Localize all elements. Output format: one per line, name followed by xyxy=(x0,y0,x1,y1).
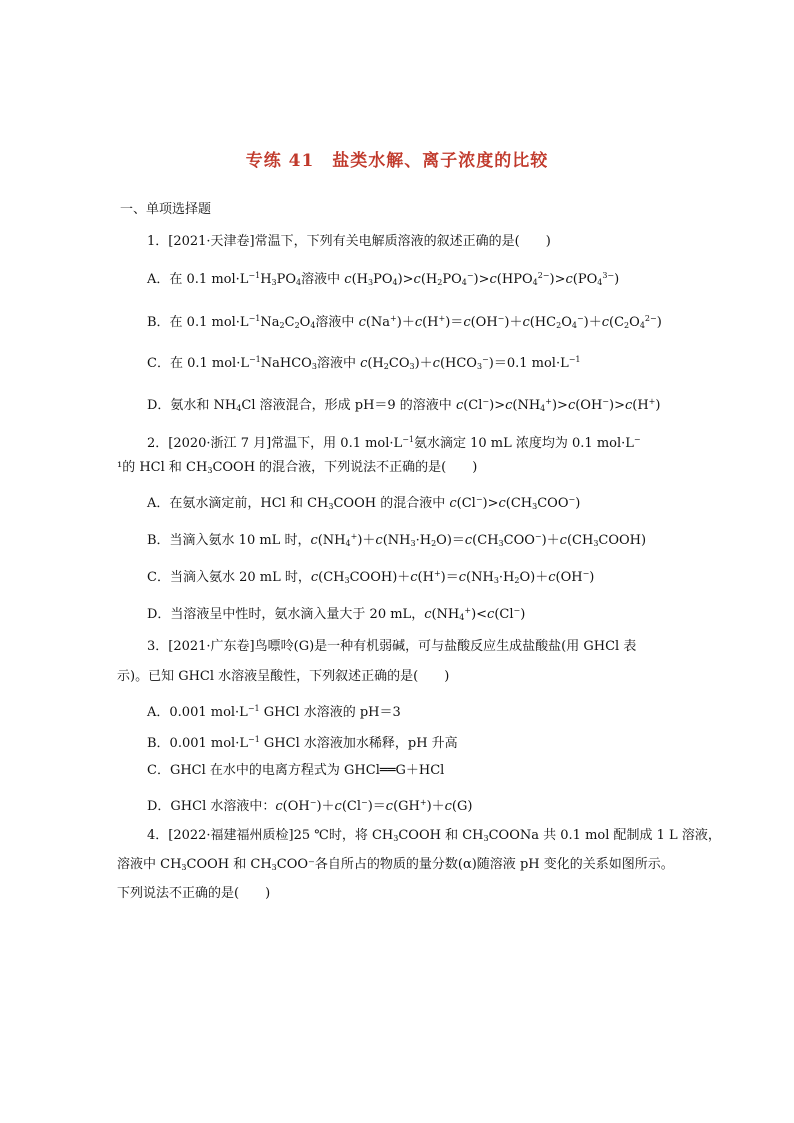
q1c-seg: 溶液中 xyxy=(316,356,361,371)
q2b-seg: (NH xyxy=(382,533,411,548)
q1a-seg: − xyxy=(466,271,474,280)
q2d-seg: 4 xyxy=(459,613,465,622)
q2b-seg: COO xyxy=(503,533,535,548)
q1b-seg: C xyxy=(284,315,295,330)
q1a-seg: 2 xyxy=(437,278,443,287)
q4cont1-seg: COOH 和 CH xyxy=(186,857,272,872)
q1b-seg: 溶液中 xyxy=(315,315,359,330)
q1b-seg: c xyxy=(522,315,530,330)
q2c-seg: c xyxy=(458,570,467,585)
q1a-seg: 3 xyxy=(271,278,277,287)
q2c-seg: C．当滴入氨水 20 mL 时， xyxy=(147,570,311,585)
question-1-option-b xyxy=(147,311,662,334)
q2d-seg: − xyxy=(513,606,521,615)
q2b-seg: COOH) xyxy=(598,533,647,548)
q1d-seg: c xyxy=(567,398,576,413)
q2-seg: 氨水滴定 10 mL 浓度均为 0.1 mol·L xyxy=(413,436,634,451)
q2c-seg: (CH xyxy=(318,570,345,585)
q4cont1-seg: 3 xyxy=(181,863,187,872)
q1b-seg: 2 xyxy=(279,321,285,330)
q1a-seg: (H xyxy=(420,272,438,287)
q1c-seg: 2 xyxy=(383,362,389,371)
q2a-seg: COO xyxy=(537,496,569,511)
q2b-seg: 2 xyxy=(431,539,437,548)
q1d-seg: − xyxy=(602,397,609,406)
q2d-seg: D．当溶液呈中性时，氨水滴入量大于 20 mL， xyxy=(147,607,425,622)
q2a-seg: 3 xyxy=(532,502,538,511)
question-2-option-c xyxy=(147,566,594,589)
q2a-seg: c xyxy=(449,496,457,511)
q2c-seg: (NH xyxy=(466,570,494,585)
q2cont-seg: ¹的 HCl 和 CH xyxy=(117,460,208,475)
question-1-option-d xyxy=(147,394,660,417)
q3a-seg: GHCl 水溶液的 pH＝3 xyxy=(259,705,401,720)
q2b-seg: + xyxy=(350,532,358,541)
question-2-option-d xyxy=(147,603,525,626)
q2a-seg: − xyxy=(475,495,483,504)
question-1-option-c xyxy=(147,352,581,375)
q1c-seg: NaHCO xyxy=(260,356,312,371)
q1a-seg: 3 xyxy=(367,278,374,287)
q1a-seg: 4 xyxy=(461,278,467,287)
q4-seg: 3 xyxy=(483,834,489,843)
q2b-seg: c xyxy=(464,533,473,548)
q1b-seg: −1 xyxy=(248,314,261,323)
q2cont-seg: 3 xyxy=(207,466,213,475)
q1c-seg: c xyxy=(432,356,440,371)
q3d-seg: c xyxy=(444,799,452,814)
q2cont-seg: COOH 的混合液，下列说法不正确的是( ) xyxy=(212,460,478,475)
q1b-seg: 2− xyxy=(644,314,657,323)
q1a-seg: c xyxy=(344,272,352,287)
q1a-seg: 3− xyxy=(602,271,615,280)
q1b-seg: (H xyxy=(422,315,439,330)
q3b-seg: −1 xyxy=(247,735,260,744)
q2a-seg: COOH 的混合液中 xyxy=(333,496,450,511)
q1d-seg: (OH xyxy=(575,398,603,413)
q1b-seg: (Na xyxy=(365,315,391,330)
q1b-seg: )＋ xyxy=(396,315,415,330)
q1b-seg: O xyxy=(299,315,311,330)
q2b-seg: (NH xyxy=(317,533,346,548)
q1b-seg: Na xyxy=(260,315,280,330)
q2c-seg: c xyxy=(310,570,319,585)
q2a-seg: A．在氨水滴定前，HCl 和 CH xyxy=(147,496,329,511)
question-2-stem-continued xyxy=(117,460,477,479)
q1b-seg: + xyxy=(390,314,397,323)
q1a-seg: )> xyxy=(397,272,414,287)
q2b-seg: − xyxy=(534,532,542,541)
q3-seg: 3．[2021·广东卷]鸟嘌呤(G)是一种有机弱碱，可与盐酸反应生成盐酸盐(用 GHCl 表 xyxy=(147,639,637,654)
q3d-seg: − xyxy=(309,798,317,807)
q4cont1-seg: COO⁻各自所占的物质的量分数(α)随溶液 pH 变化的关系如图所示。 xyxy=(276,857,674,872)
q1d-seg: 4 xyxy=(540,404,546,413)
q2b-seg: 4 xyxy=(345,539,351,548)
q3d-seg: (Cl xyxy=(341,799,361,814)
q2c-seg: 3 xyxy=(493,576,499,585)
q1c-seg: (HCO xyxy=(439,356,477,371)
q3d-seg: c xyxy=(385,799,394,814)
q2b-seg: c xyxy=(310,533,318,548)
q2d-seg: )< xyxy=(471,607,488,622)
q2b-seg: (CH xyxy=(566,533,594,548)
q4cont2-seg: 下列说法不正确的是( ) xyxy=(117,886,271,901)
question-3-option-c xyxy=(147,763,444,779)
q1a-seg: )> xyxy=(473,272,490,287)
q2d-seg: (NH xyxy=(431,607,460,622)
q3b-seg: GHCl 水溶液加水稀释，pH 升高 xyxy=(259,736,458,751)
question-3-stem-continued xyxy=(117,669,449,685)
question-3-stem xyxy=(147,639,636,655)
q1c-seg: c xyxy=(360,356,368,371)
q2b-seg: 3 xyxy=(498,539,504,548)
q1a-seg: 4 xyxy=(296,278,302,287)
q3c-seg: C．GHCl 在水中的电离方程式为 GHCl══G＋HCl xyxy=(147,763,445,778)
q2-seg: − xyxy=(633,435,641,444)
q4-seg: 3 xyxy=(393,834,399,843)
q2-seg: 2．[2020·浙江 7 月]常温下，用 0.1 mol·L xyxy=(147,436,403,451)
q3d-seg: )＝ xyxy=(367,799,386,814)
q1b-seg: 2 xyxy=(556,321,562,330)
q1a-seg: A．在 0.1 mol·L xyxy=(147,272,249,287)
q1a-seg: c xyxy=(565,272,573,287)
question-4-stem xyxy=(147,828,721,847)
q1c-seg: )＝0.1 mol·L xyxy=(488,356,569,371)
q1a-seg: 4 xyxy=(392,278,398,287)
q3d-seg: c xyxy=(334,799,342,814)
q1b-seg: )＝ xyxy=(445,315,464,330)
q2b-seg: B．当滴入氨水 10 mL 时， xyxy=(147,533,311,548)
q1d-seg: D．氨水和 NH xyxy=(147,398,237,413)
q1d-seg: )> xyxy=(609,398,625,413)
q4-seg: COOH 和 CH xyxy=(398,828,484,843)
q1a-seg: −1 xyxy=(248,271,261,280)
q2a-seg: (CH xyxy=(505,496,533,511)
q1b-seg: O xyxy=(561,315,572,330)
q4cont1-seg: 3 xyxy=(271,863,277,872)
q1c-seg: (H xyxy=(367,356,384,371)
q1b-seg: 2 xyxy=(294,321,300,330)
q3d-seg: c xyxy=(275,799,283,814)
question-3-option-b xyxy=(147,732,458,752)
q2c-seg: c xyxy=(410,570,418,585)
q1a-seg: )> xyxy=(549,272,566,287)
q2c-seg: COOH)＋ xyxy=(349,570,411,585)
q1b-seg: 4 xyxy=(571,321,577,330)
q1b-seg: + xyxy=(438,314,446,323)
q2d-seg: c xyxy=(487,607,495,622)
q2b-seg: 3 xyxy=(410,539,416,548)
q1d-seg: )> xyxy=(551,398,568,413)
q1c-seg: )＋ xyxy=(414,356,433,371)
q1c-seg: CO xyxy=(388,356,410,371)
q1c-seg: 3 xyxy=(476,362,483,371)
question-4-stem-continued-2 xyxy=(117,886,270,902)
q2a-seg: 3 xyxy=(328,502,334,511)
q1b-seg: 4 xyxy=(639,321,645,330)
q1b-seg: (C xyxy=(609,315,625,330)
q3d-seg: (OH xyxy=(282,799,310,814)
question-4-stem-continued xyxy=(117,857,674,876)
q2c-seg: − xyxy=(582,569,590,578)
q1c-seg: 3 xyxy=(311,362,317,371)
q1a-seg: 溶液中 xyxy=(301,272,345,287)
q1d-seg: (NH xyxy=(512,398,541,413)
q1b-seg: 4 xyxy=(310,321,316,330)
q1d-seg: 4 xyxy=(236,404,242,413)
q1a-seg: PO xyxy=(373,272,393,287)
q2b-seg: ·H xyxy=(415,533,432,548)
q2c-seg: 2 xyxy=(514,576,520,585)
question-3-option-d xyxy=(147,795,472,815)
q2c-seg: ·H xyxy=(498,570,515,585)
q3cont-seg: 示)。已知 GHCl 水溶液呈酸性，下列叙述正确的是( ) xyxy=(117,669,450,684)
q1b-seg: )＋ xyxy=(583,315,602,330)
q1d-seg: ) xyxy=(655,398,661,413)
q1d-seg: )> xyxy=(489,398,506,413)
q3d-seg: (G) xyxy=(451,799,473,814)
q1a-seg: 4 xyxy=(532,278,538,287)
q2a-seg: )> xyxy=(482,496,499,511)
q1a-seg: (PO xyxy=(572,272,598,287)
q1b-seg: − xyxy=(497,314,505,323)
q2b-seg: 3 xyxy=(593,539,599,548)
q1a-seg: c xyxy=(413,272,421,287)
q3d-seg: + xyxy=(419,798,427,807)
q3a-seg: −1 xyxy=(247,704,260,713)
q2c-seg: ) xyxy=(589,570,595,585)
q1d-seg: + xyxy=(545,397,552,406)
q1d-seg: − xyxy=(482,397,490,406)
q3d-seg: D．GHCl 水溶液中： xyxy=(147,799,276,814)
q1b-seg: c xyxy=(358,315,366,330)
q2c-seg: O)＋ xyxy=(519,570,549,585)
q4cont1-seg: 溶液中 CH xyxy=(117,857,182,872)
q1c-seg: 3 xyxy=(409,362,415,371)
q2b-seg: (CH xyxy=(472,533,499,548)
q1c-seg: − xyxy=(482,355,489,364)
q1d-seg: c xyxy=(624,398,633,413)
q3b-seg: B．0.001 mol·L xyxy=(147,736,248,751)
question-3-option-a xyxy=(147,701,401,721)
q2b-seg: )＋ xyxy=(357,533,376,548)
q2b-seg: c xyxy=(559,533,567,548)
q2-seg: −1 xyxy=(402,435,414,444)
q3d-seg: )＋ xyxy=(316,799,335,814)
q2b-seg: O)＝ xyxy=(436,533,465,548)
question-2-option-a xyxy=(147,492,580,515)
q1b-seg: − xyxy=(576,314,584,323)
q1b-seg: c xyxy=(601,315,610,330)
q1a-seg: (HPO xyxy=(496,272,533,287)
q1d-seg: Cl 溶液混合，形成 pH＝9 的溶液中 xyxy=(241,398,456,413)
question-2-stem xyxy=(147,432,641,452)
q1b-seg: 2 xyxy=(624,321,630,330)
q2a-seg: − xyxy=(568,495,576,504)
q1a-seg: 2− xyxy=(537,271,550,280)
q1c-seg: −1 xyxy=(568,355,581,364)
q1a-seg: PO xyxy=(442,272,462,287)
question-1-option-a xyxy=(147,268,619,291)
q1b-seg: ) xyxy=(656,315,662,330)
q1b-seg: B．在 0.1 mol·L xyxy=(147,315,249,330)
question-2-option-b xyxy=(147,529,646,552)
q2c-seg: (OH xyxy=(555,570,583,585)
q2d-seg: ) xyxy=(520,607,526,622)
q2d-seg: c xyxy=(424,607,432,622)
q1b-seg: (OH xyxy=(470,315,498,330)
q1a-seg: 4 xyxy=(597,278,603,287)
q2b-seg: c xyxy=(375,533,383,548)
page-title: 专练 41 盐类水解、离子浓度的比较 xyxy=(245,151,549,171)
q1-seg: 1．[2021·天津卷]常温下，下列有关电解质溶液的叙述正确的是( ) xyxy=(147,234,551,249)
q1a-seg: c xyxy=(489,272,497,287)
q1d-seg: + xyxy=(648,397,656,406)
q1d-seg: c xyxy=(505,398,513,413)
section-heading: 一、单项选择题 xyxy=(120,202,212,217)
q1b-seg: )＋ xyxy=(504,315,523,330)
q2d-seg: (Cl xyxy=(494,607,514,622)
q1a-seg: PO xyxy=(276,272,297,287)
q1c-seg: −1 xyxy=(248,355,261,364)
q2a-seg: c xyxy=(498,496,506,511)
q1a-seg: ) xyxy=(614,272,620,287)
q1b-seg: (HC xyxy=(529,315,557,330)
q2c-seg: )＝ xyxy=(440,570,459,585)
q2b-seg: )＋ xyxy=(541,533,560,548)
q1b-seg: c xyxy=(414,315,423,330)
q2c-seg: + xyxy=(433,569,441,578)
q3d-seg: − xyxy=(361,798,368,807)
q2a-seg: (Cl xyxy=(456,496,476,511)
question-1-stem xyxy=(147,234,551,250)
q2c-seg: (H xyxy=(417,570,434,585)
q1a-seg: (H xyxy=(351,272,368,287)
q1b-seg: O xyxy=(629,315,640,330)
q2c-seg: c xyxy=(548,570,556,585)
q3d-seg: )＋ xyxy=(426,799,445,814)
q4-seg: COONa 共 0.1 mol 配制成 1 L 溶液， xyxy=(488,828,721,843)
q1c-seg: C．在 0.1 mol·L xyxy=(147,356,249,371)
q2a-seg: ) xyxy=(575,496,581,511)
q2c-seg: 3 xyxy=(344,576,350,585)
q1d-seg: c xyxy=(455,398,464,413)
q1d-seg: (Cl xyxy=(463,398,483,413)
q3d-seg: (GH xyxy=(393,799,420,814)
q4-seg: 4．[2022·福建福州质检]25 ℃时，将 CH xyxy=(147,828,394,843)
q2d-seg: + xyxy=(464,606,472,615)
q1a-seg: H xyxy=(260,272,272,287)
q1b-seg: c xyxy=(463,315,471,330)
q1d-seg: (H xyxy=(632,398,649,413)
q3a-seg: A．0.001 mol·L xyxy=(147,705,248,720)
